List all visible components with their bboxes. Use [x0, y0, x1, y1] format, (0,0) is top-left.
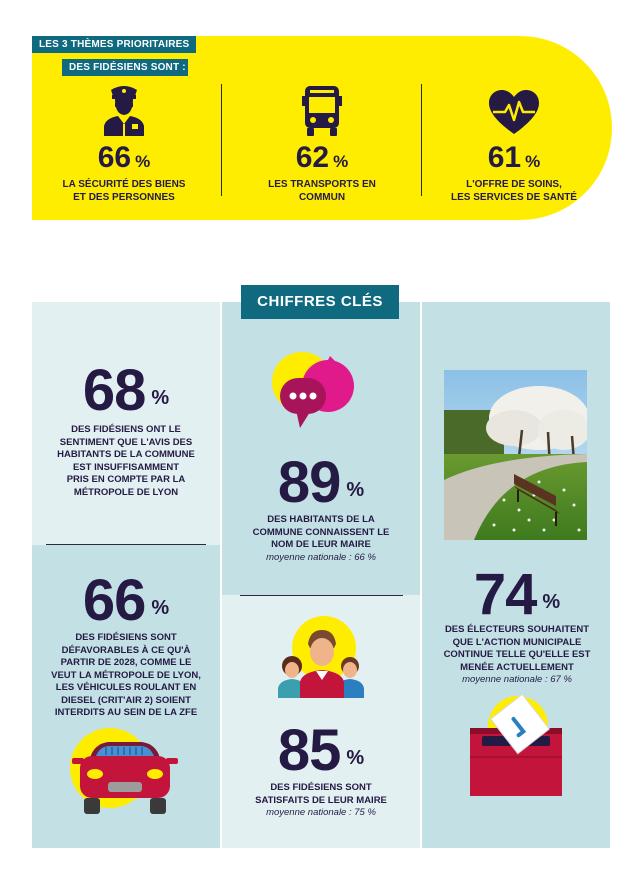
- people-group-icon: [272, 614, 372, 698]
- theme-label-line: ET DES PERSONNES: [73, 192, 175, 203]
- theme-transport: [232, 82, 412, 204]
- theme-unit: %: [333, 152, 349, 171]
- stat-desc-line: QUE L'ACTION MUNICIPALE: [452, 636, 582, 648]
- stat-note: moyenne nationale : 75 %: [266, 807, 376, 818]
- stat-value: 85: [277, 718, 341, 783]
- heart-pulse-icon: [489, 90, 539, 136]
- stat-value: 68: [82, 358, 146, 423]
- stat-desc-line: DES ÉLECTEURS SOUHAITENT: [444, 624, 590, 635]
- car-icon: [62, 724, 186, 824]
- stat-desc-line: DIESEL (CRIT'AIR 2) SOIENT: [61, 694, 191, 706]
- theme-label-line: L'OFFRE DE SOINS,: [466, 179, 562, 190]
- stat-89: [232, 450, 410, 564]
- theme-label-line: COMMUN: [298, 192, 346, 203]
- stat-desc-line: CONTINUE TELLE QU'ELLE EST: [443, 649, 591, 660]
- stat-66: [38, 568, 214, 720]
- section-divider: [46, 544, 206, 545]
- stat-unit: %: [346, 479, 365, 501]
- stat-desc-line: LES VÉHICULES ROULANT EN: [55, 682, 197, 693]
- stat-unit: %: [542, 591, 561, 613]
- key-figures-title: CHIFFRES CLÉS: [241, 285, 399, 319]
- theme-value: 62: [295, 141, 330, 174]
- stat-desc-line: VEUT LA MÉTROPOLE DE LYON,: [51, 669, 201, 681]
- speech-bubbles-icon: [266, 350, 358, 434]
- stat-desc-line: PRIS EN COMPTE PAR LA: [66, 474, 186, 485]
- stat-desc-line: DES FIDÉSIENS ONT LE: [71, 424, 181, 435]
- stat-desc-line: DES FIDÉSIENS SONT: [270, 782, 372, 793]
- theme-label-line: LA SÉCURITÉ DES BIENS: [62, 179, 186, 190]
- stat-note: moyenne nationale : 66 %: [266, 551, 376, 563]
- stat-unit: %: [346, 747, 365, 769]
- theme-unit: %: [135, 152, 151, 171]
- theme-label-line: LES TRANSPORTS EN: [268, 179, 376, 190]
- stat-unit: %: [151, 597, 170, 619]
- stat-desc-line: MENÉE ACTUELLEMENT: [460, 661, 574, 673]
- stat-desc-line: DÉFAVORABLES À CE QU'À: [61, 644, 191, 656]
- stat-desc-line: SATISFAITS DE LEUR MAIRE: [255, 794, 387, 806]
- stat-note: moyenne nationale : 67 %: [462, 674, 572, 685]
- ballot-box-icon: [466, 694, 566, 798]
- stat-desc-line: NOM DE LEUR MAIRE: [271, 539, 371, 550]
- theme-security: [34, 82, 214, 204]
- priority-themes-tag: LES 3 THÈMES PRIORITAIRES: [32, 36, 196, 53]
- theme-divider: [421, 84, 422, 196]
- stat-desc-line: HABITANTS DE LA COMMUNE: [57, 449, 195, 460]
- stat-desc-line: EST INSUFFISAMMENT: [72, 461, 180, 473]
- theme-value: 66: [97, 141, 132, 174]
- priority-themes-subtag: DES FIDÉSIENS SONT :: [62, 59, 188, 76]
- stat-68: [40, 358, 212, 499]
- theme-value: 61: [487, 141, 522, 174]
- police-officer-icon: [102, 82, 146, 136]
- stat-desc-line: MÉTROPOLE DE LYON: [73, 486, 179, 498]
- stat-85: [232, 718, 410, 819]
- theme-unit: %: [525, 152, 541, 171]
- theme-label-line: LES SERVICES DE SANTÉ: [451, 192, 577, 203]
- park-photo: [444, 370, 587, 540]
- stat-value: 66: [82, 568, 146, 633]
- stat-desc-line: INTERDITS AU SEIN DE LA ZFE: [54, 707, 198, 718]
- stat-desc-line: DES HABITANTS DE LA: [267, 514, 375, 525]
- stat-unit: %: [151, 387, 170, 409]
- stat-desc-line: SENTIMENT QUE L'AVIS DES: [59, 436, 193, 448]
- theme-divider: [221, 84, 222, 196]
- stat-desc-line: PARTIR DE 2028, COMME LE: [60, 657, 192, 668]
- theme-health: [424, 82, 604, 204]
- stat-desc-line: DES FIDÉSIENS SONT: [75, 632, 177, 643]
- stat-value: 74: [473, 562, 537, 627]
- stat-74: [430, 562, 604, 686]
- stat-desc-line: COMMUNE CONNAISSENT LE: [252, 526, 390, 538]
- bus-icon: [302, 86, 342, 136]
- section-divider: [240, 595, 403, 596]
- stat-value: 89: [277, 450, 341, 515]
